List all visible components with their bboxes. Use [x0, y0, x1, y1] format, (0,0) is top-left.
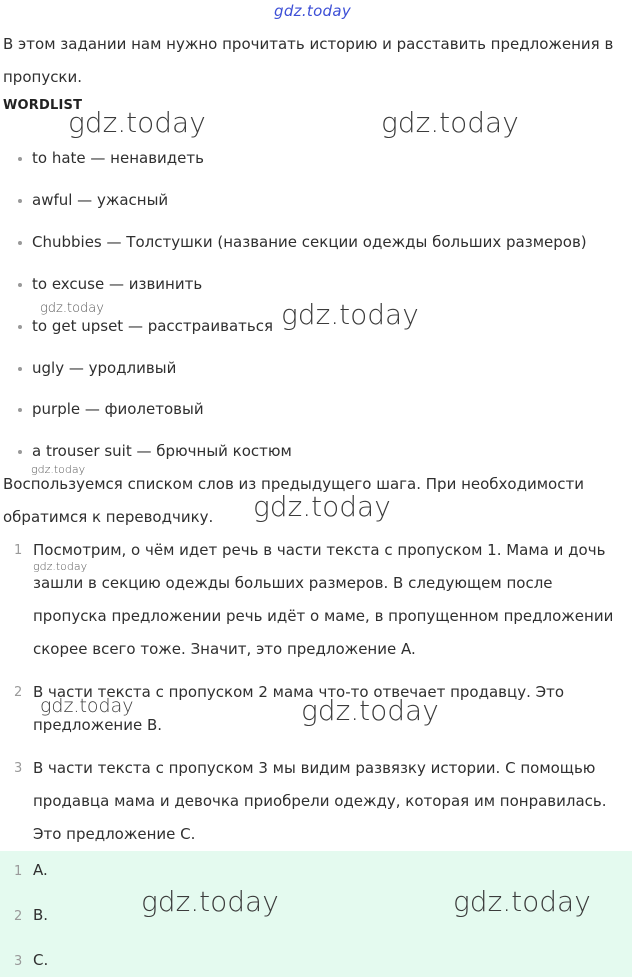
step-text: В части текста с пропуском 3 мы видим развязку истории. С помощью продавца мама и девочка приобрели одежду, которая им понравилась. Это предложение C.	[33, 759, 607, 843]
watermark: gdz.today	[253, 490, 391, 523]
bullet-icon	[18, 367, 22, 371]
bullet-icon	[18, 325, 22, 329]
watermark: gdz.today	[40, 695, 134, 717]
bullet-icon	[18, 241, 22, 245]
list-item: purple — фиолетовый	[18, 400, 204, 418]
step-number: 1	[14, 543, 23, 558]
watermark: gdz.today	[301, 694, 439, 727]
answer-number: 3	[14, 954, 23, 969]
bullet-icon	[18, 408, 22, 412]
wordlist-heading: WORDLIST	[3, 98, 83, 113]
answer-item	[14, 906, 48, 924]
answer-item	[14, 951, 48, 969]
intro-paragraph: В этом задании нам нужно прочитать историю и расставить предложения в пропуски.	[3, 35, 614, 86]
answer-text: B.	[33, 906, 49, 924]
list-item: to get upset — расстраиваться	[18, 317, 273, 335]
bullet-icon	[18, 157, 22, 161]
step-text: Посмотрим, о чём идет речь в части текста с пропуском 1. Мама и дочь зашли в секцию одежды больших размеров. В следующем после пропуска предложении речь идёт о маме, в пропущенном предложении скорее всего тоже. Значит, это предложение A.	[33, 541, 614, 658]
watermark: gdz.today	[381, 106, 519, 139]
answer-text: C.	[33, 951, 49, 969]
watermark: gdz.today	[33, 560, 88, 573]
answer-item	[14, 861, 48, 879]
list-item: Chubbies — Толстушки (название секции одежды больших размеров)	[18, 233, 587, 251]
list-item: ugly — уродливый	[18, 359, 176, 377]
answer-number: 1	[14, 864, 23, 879]
step-number: 2	[14, 685, 23, 700]
step-text: В части текста с пропуском 2 мама что-то отвечает продавцу. Это предложение B.	[33, 683, 565, 734]
list-item: awful — ужасный	[18, 191, 168, 209]
list-item: a trouser suit — брючный костюм	[18, 442, 292, 460]
watermark: gdz.today	[31, 463, 86, 476]
list-item: to hate — ненавидеть	[18, 149, 204, 167]
step-number: 3	[14, 761, 23, 776]
step-item	[14, 752, 614, 851]
list-item: to excuse — извинить	[18, 275, 202, 293]
watermark: gdz.today	[40, 301, 104, 316]
bullet-icon	[18, 199, 22, 203]
watermark-top: gdz.today	[274, 2, 352, 20]
watermark: gdz.today	[141, 885, 279, 918]
bullet-icon	[18, 283, 22, 287]
answer-text: A.	[33, 861, 48, 879]
answer-number: 2	[14, 909, 23, 924]
watermark: gdz.today	[453, 885, 591, 918]
paragraph-2: Воспользуемся списком слов из предыдущего шага. При необходимости обратимся к переводчику.	[3, 475, 584, 526]
step-item	[14, 534, 614, 666]
watermark: gdz.today	[68, 106, 206, 139]
watermark: gdz.today	[281, 298, 419, 331]
bullet-icon	[18, 450, 22, 454]
